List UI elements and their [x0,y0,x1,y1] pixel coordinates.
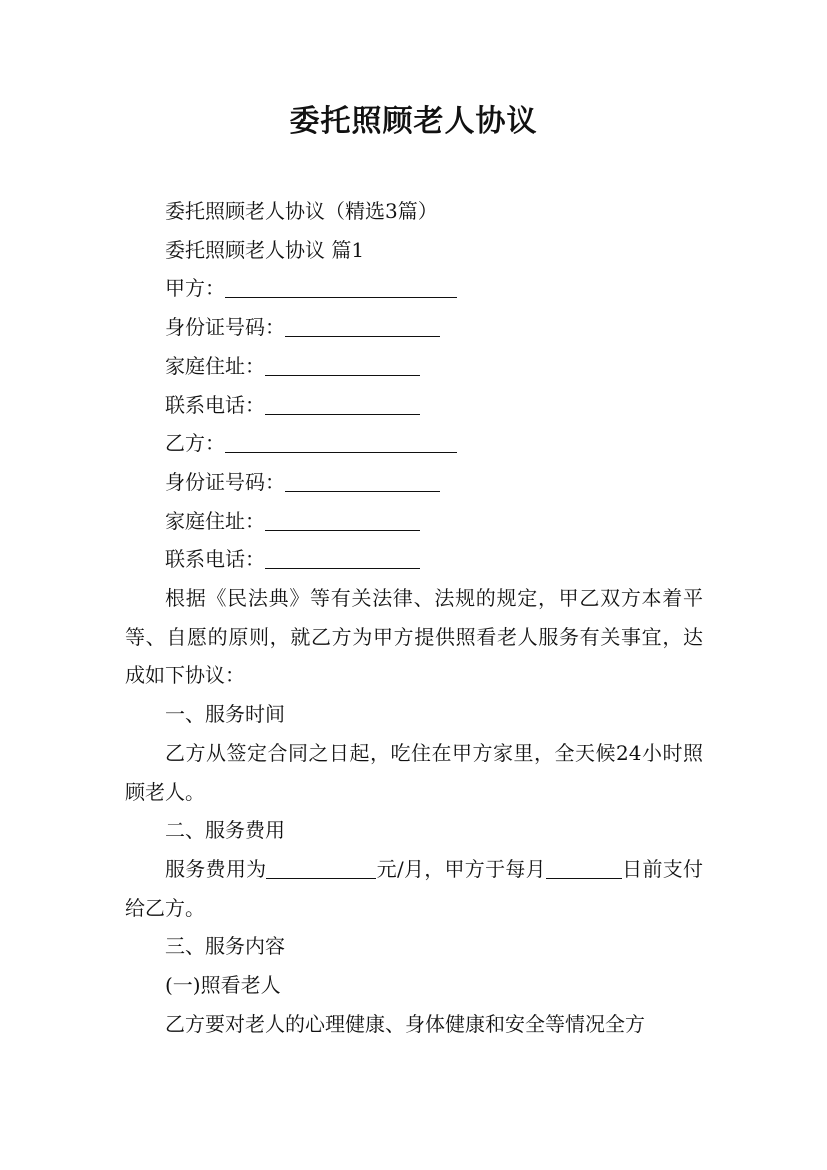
party-a-line [125,269,703,308]
party-b-line [125,424,703,463]
party-b-id-label: 身份证号码： [165,469,285,494]
party-a-id-blank [285,314,440,337]
party-b-address-blank [265,508,420,531]
clause1-text: 乙方从签定合同之日起，吃住在甲方家里，全天候24小时照顾老人。 [125,740,703,804]
fee-amount-blank [266,856,376,879]
clause3-sub1-heading: (一)照看老人 [165,973,281,998]
party-a-id-line [125,308,703,347]
clause2-part3: 日前支付给乙方。 [125,856,704,920]
clause3-heading: 三、服务内容 [165,934,285,959]
party-b-blank [225,430,457,453]
party-b-id-line [125,463,703,502]
party-b-phone-label: 联系电话： [165,547,265,572]
party-a-address-line [125,347,703,386]
party-b-id-blank [285,469,440,492]
party-b-phone-blank [265,546,420,569]
party-a-blank [225,275,457,298]
party-a-address-label: 家庭住址： [165,353,265,378]
intro-title: 委托照顾老人协议（精选3篇） [165,199,438,223]
party-b-label: 乙方： [165,431,225,456]
party-b-address-label: 家庭住址： [165,508,265,533]
party-b-address-line [125,502,703,541]
party-b-phone-line [125,540,703,579]
clause2-heading: 二、服务费用 [165,818,285,843]
party-a-phone-line [125,386,703,425]
party-a-address-blank [265,353,420,376]
document-body [125,192,703,1043]
clause2-text [125,850,703,927]
clause3-sub1-text: 乙方要对老人的心理健康、身体健康和安全等情况全方 [165,1011,645,1036]
party-a-label: 甲方： [165,276,225,301]
clause2-part1: 服务费用为 [165,856,267,881]
section-title: 委托照顾老人协议 篇1 [165,237,365,262]
payment-day-blank [546,856,622,879]
document-title: 委托照顾老人协议 [289,104,538,139]
party-a-id-label: 身份证号码： [165,315,285,340]
clause2-part2: 元/月，甲方于每月 [376,856,546,881]
preamble-paragraph: 根据《民法典》等有关法律、法规的规定，甲乙双方本着平等、自愿的原则，就乙方为甲方提供照看老人服务有关事宜，达成如下协议： [125,586,703,688]
clause1-heading: 一、服务时间 [165,702,285,727]
party-a-phone-label: 联系电话： [165,392,265,417]
party-a-phone-blank [265,392,420,415]
